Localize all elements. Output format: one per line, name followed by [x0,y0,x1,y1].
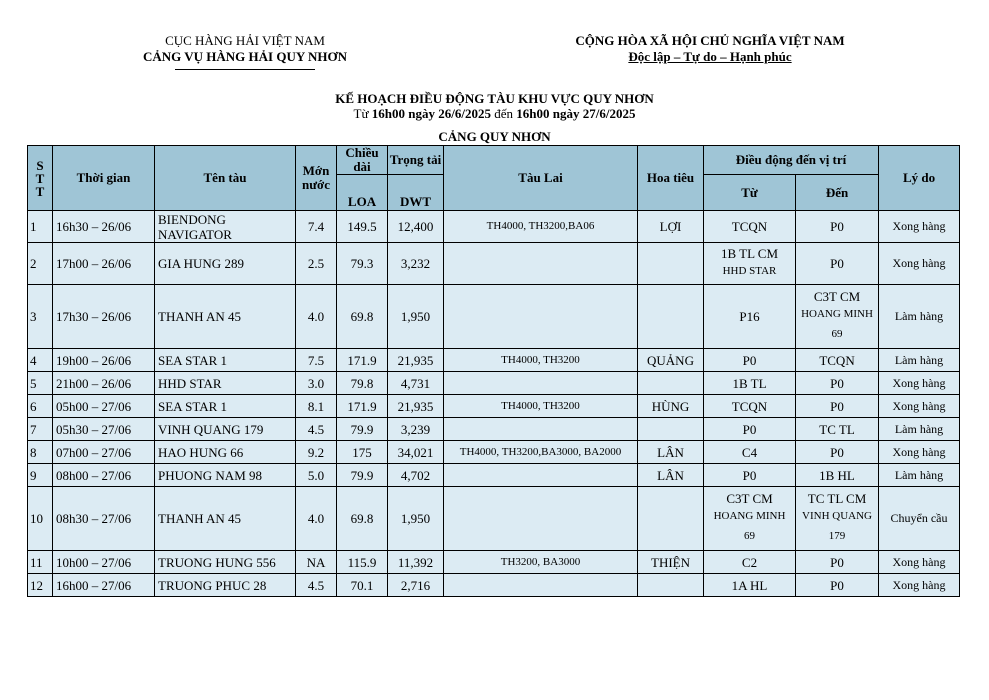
cell-pilot: LÂN [638,464,704,487]
cell-loa: 69.8 [337,285,388,349]
national-header [540,33,880,65]
cell-to [796,487,879,551]
cell-to [796,285,879,349]
cell-loa: 171.9 [337,349,388,372]
cell-loa: 149.5 [337,211,388,243]
cell-reason: Xong hàng [879,211,960,243]
cell-to [796,464,879,487]
cell-pilot: HÙNG [638,395,704,418]
period-to-time: 16h00 ngày 27/6/2025 [516,106,636,121]
col-header-stt: S T T [28,146,53,211]
cell-from [704,349,796,372]
cell-to-main: P0 [830,256,844,271]
cell-from-main: TCQN [731,398,768,414]
cell-pilot [638,285,704,349]
national-motto: Độc lập – Tự do – Hạnh phúc [628,49,792,64]
cell-loa: 70.1 [337,574,388,597]
table-row [28,464,960,487]
cell-pilot: LỢI [638,211,704,243]
cell-to-main: P0 [830,219,844,234]
cell-from-detail: HOANG MINH 69 [713,510,786,542]
cell-to-main: TC TL [819,421,855,437]
cell-loa: 79.9 [337,418,388,441]
cell-stt: 7 [28,418,53,441]
table-row [28,243,960,285]
cell-draft: 7.5 [296,349,337,372]
col-header-tug: Tàu Lai [444,146,638,211]
cell-ship-name: TRUONG PHUC 28 [155,574,296,597]
cell-from-main: TCQN [731,219,768,234]
cell-from [704,211,796,243]
cell-pilot [638,574,704,597]
cell-pilot [638,418,704,441]
cell-to [796,349,879,372]
cell-time: 08h00 – 27/06 [53,464,155,487]
cell-reason: Làm hàng [879,418,960,441]
col-header-pilot: Hoa tiêu [638,146,704,211]
cell-to-main: P0 [830,554,844,570]
cell-ship-name: TRUONG HUNG 556 [155,551,296,574]
cell-time: 17h00 – 26/06 [53,243,155,285]
cell-to-detail: HOANG MINH 69 [801,308,873,340]
cell-tug [444,464,638,487]
agency-name: CẢNG VỤ HÀNG HẢI QUY NHƠN [142,49,348,64]
cell-ship-name: BIENDONG NAVIGATOR [155,211,296,243]
cell-ship-name: SEA STAR 1 [155,349,296,372]
cell-time: 21h00 – 26/06 [53,372,155,395]
col-header-move: Điều động đến vị trí [704,146,879,175]
cell-to-main: 1B HL [819,467,855,483]
cell-pilot [638,243,704,285]
cell-from [704,551,796,574]
col-header-tonnage-unit: DWT [388,175,444,211]
plan-period [0,106,989,121]
cell-tug: TH3200, BA3000 [444,551,638,574]
cell-dwt: 4,702 [388,464,444,487]
cell-reason: Xong hàng [879,372,960,395]
cell-pilot [638,487,704,551]
cell-stt: 12 [28,574,53,597]
cell-draft: 2.5 [296,243,337,285]
cell-stt: 9 [28,464,53,487]
cell-ship-name: THANH AN 45 [155,487,296,551]
col-header-length: Chiều dài [337,146,388,175]
cell-dwt: 1,950 [388,487,444,551]
cell-ship-name: HAO HUNG 66 [155,441,296,464]
cell-from-main: 1A HL [731,577,768,593]
cell-time: 19h00 – 26/06 [53,349,155,372]
col-header-from: Từ [704,175,796,211]
table-row [28,211,960,243]
cell-tug: TH4000, TH3200 [444,395,638,418]
cell-from [704,285,796,349]
cell-loa: 171.9 [337,395,388,418]
table-row [28,395,960,418]
cell-from-main: P0 [742,421,757,437]
cell-to-main: P0 [830,577,844,593]
cell-tug [444,372,638,395]
cell-to-main: P0 [830,444,844,460]
cell-from-main: 1B TL CM [720,246,779,261]
table-row [28,285,960,349]
cell-draft: 7.4 [296,211,337,243]
cell-from-main: C3T CM [726,491,773,506]
cell-loa: 69.8 [337,487,388,551]
table-row [28,349,960,372]
col-header-ship: Tên tàu [155,146,296,211]
national-title: CỘNG HÒA XÃ HỘI CHỦ NGHĨA VIỆT NAM [575,33,845,48]
cell-reason: Làm hàng [879,349,960,372]
cell-reason: Xong hàng [879,551,960,574]
cell-stt: 3 [28,285,53,349]
agency-header [120,33,370,70]
cell-draft: 4.0 [296,285,337,349]
cell-time: 05h30 – 27/06 [53,418,155,441]
cell-tug: TH4000, TH3200,BA3000, BA2000 [444,441,638,464]
cell-reason: Xong hàng [879,441,960,464]
cell-tug [444,243,638,285]
cell-to-main: P0 [830,398,844,414]
cell-reason: Xong hàng [879,574,960,597]
cell-tug [444,487,638,551]
period-from-label: Từ [353,106,369,121]
cell-time: 16h00 – 27/06 [53,574,155,597]
plan-title: KẾ HOẠCH ĐIỀU ĐỘNG TÀU KHU VỰC QUY NHƠN [335,91,654,106]
cell-from [704,464,796,487]
cell-dwt: 34,021 [388,441,444,464]
cell-time: 08h30 – 27/06 [53,487,155,551]
table-row [28,418,960,441]
cell-stt: 11 [28,551,53,574]
cell-ship-name: PHUONG NAM 98 [155,464,296,487]
col-header-reason: Lý do [879,146,960,211]
cell-from-main: P0 [742,352,757,368]
col-header-time: Thời gian [53,146,155,211]
table-row [28,372,960,395]
cell-to [796,418,879,441]
ship-movement-table [27,145,960,597]
cell-loa: 79.8 [337,372,388,395]
col-header-tonnage: Trọng tải [388,146,444,175]
cell-tug: TH4000, TH3200,BA06 [444,211,638,243]
cell-loa: 175 [337,441,388,464]
cell-stt: 4 [28,349,53,372]
cell-stt: 1 [28,211,53,243]
col-header-length-unit: LOA [337,175,388,211]
cell-from [704,372,796,395]
cell-dwt: 4,731 [388,372,444,395]
cell-loa: 79.9 [337,464,388,487]
cell-to [796,372,879,395]
cell-dwt: 2,716 [388,574,444,597]
table-row [28,441,960,464]
cell-to [796,551,879,574]
cell-to [796,574,879,597]
cell-dwt: 3,239 [388,418,444,441]
cell-time: 16h30 – 26/06 [53,211,155,243]
header-divider [175,69,315,70]
cell-tug [444,574,638,597]
cell-to-main: TC TL CM [807,491,867,506]
cell-dwt: 11,392 [388,551,444,574]
cell-to-detail: VINH QUANG 179 [802,510,872,542]
cell-to-main: C3T CM [813,289,861,304]
cell-from-main: 1B TL [732,375,767,391]
cell-from [704,487,796,551]
col-header-draft: Mớn nước [296,146,337,211]
cell-from-detail: HHD STAR [722,265,777,277]
cell-time: 17h30 – 26/06 [53,285,155,349]
cell-to [796,211,879,243]
cell-reason: Chuyển cầu [879,487,960,551]
cell-pilot: QUẢNG [638,349,704,372]
cell-tug: TH4000, TH3200 [444,349,638,372]
table-row [28,487,960,551]
cell-from-main: P0 [742,467,757,483]
cell-tug [444,285,638,349]
cell-stt: 10 [28,487,53,551]
port-name: CẢNG QUY NHƠN [438,129,551,144]
cell-reason: Làm hàng [879,285,960,349]
cell-draft: NA [296,551,337,574]
cell-ship-name: GIA HUNG 289 [155,243,296,285]
cell-pilot: LÂN [638,441,704,464]
cell-ship-name: SEA STAR 1 [155,395,296,418]
cell-time: 07h00 – 27/06 [53,441,155,464]
cell-dwt: 3,232 [388,243,444,285]
cell-dwt: 1,950 [388,285,444,349]
cell-ship-name: THANH AN 45 [155,285,296,349]
cell-to-main: TCQN [819,352,855,368]
cell-dwt: 12,400 [388,211,444,243]
cell-from [704,574,796,597]
cell-draft: 5.0 [296,464,337,487]
col-header-to: Đến [796,175,879,211]
cell-from [704,441,796,464]
cell-pilot: THIỆN [638,551,704,574]
table-row [28,574,960,597]
cell-draft: 4.5 [296,418,337,441]
cell-from-main: C2 [741,554,758,570]
cell-loa: 115.9 [337,551,388,574]
cell-time: 10h00 – 27/06 [53,551,155,574]
cell-reason: Xong hàng [879,395,960,418]
agency-parent-name: CỤC HÀNG HẢI VIỆT NAM [165,33,325,48]
cell-from [704,243,796,285]
cell-reason: Làm hàng [879,464,960,487]
table-row [28,551,960,574]
cell-draft: 4.5 [296,574,337,597]
cell-dwt: 21,935 [388,349,444,372]
cell-tug [444,418,638,441]
cell-draft: 4.0 [296,487,337,551]
cell-loa: 79.3 [337,243,388,285]
cell-to [796,243,879,285]
cell-stt: 2 [28,243,53,285]
period-from-time: 16h00 ngày 26/6/2025 [371,106,491,121]
cell-draft: 8.1 [296,395,337,418]
cell-time: 05h00 – 27/06 [53,395,155,418]
cell-ship-name: VINH QUANG 179 [155,418,296,441]
cell-reason: Xong hàng [879,243,960,285]
cell-to-main: P0 [830,375,844,391]
cell-draft: 3.0 [296,372,337,395]
cell-from-main: C4 [741,444,758,460]
cell-stt: 6 [28,395,53,418]
cell-pilot [638,372,704,395]
cell-from [704,418,796,441]
period-to-label: đến [494,106,514,121]
cell-from-main: P16 [739,309,760,324]
cell-stt: 8 [28,441,53,464]
cell-draft: 9.2 [296,441,337,464]
cell-ship-name: HHD STAR [155,372,296,395]
document-title [0,91,989,121]
cell-dwt: 21,935 [388,395,444,418]
cell-to [796,395,879,418]
cell-from [704,395,796,418]
cell-stt: 5 [28,372,53,395]
cell-to [796,441,879,464]
